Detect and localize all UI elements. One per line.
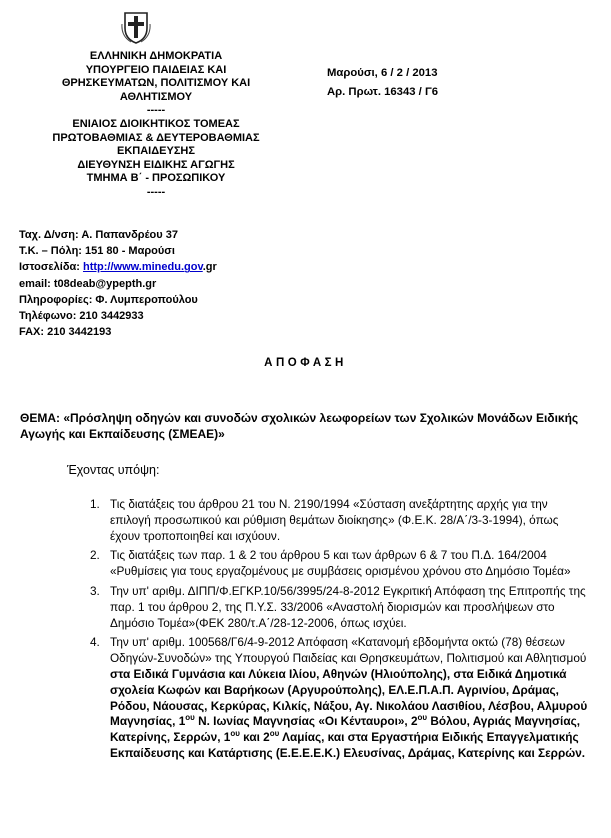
header-line: ΑΘΛΗΤΙΣΜΟΥ [119, 90, 193, 103]
info-contact: Πληροφορίες: Φ. Λυμπεροπούλου [19, 293, 198, 306]
header-line: ΕΝΙΑΙΟΣ ΔΙΟΙΚΗΤΙΚΟΣ ΤΟΜΕΑΣ [72, 117, 240, 130]
ordinal-sup: ου [185, 713, 195, 723]
item-text-bold: και 2 [239, 730, 270, 745]
item-text-bold: Λαμίας, και στα Εργαστήρια Ειδικής Επαγγελματικής Εκπαίδευσης και Κατάρτισης (Ε.Ε.Ε.Ε.Κ.) Ελευσίνας, Δράμας, Κατερίνης και Σερρών. [110, 730, 586, 760]
contact-info [19, 227, 217, 340]
header-line: ΕΛΛΗΝΙΚΗ ΔΗΜΟΚΡΑΤΙΑ [89, 50, 223, 62]
list-item [90, 548, 590, 580]
website-link[interactable]: http://www.minedu.gov [82, 261, 203, 274]
item-number: 1. [90, 497, 100, 511]
item-text: Τις διατάξεις των παρ. 1 & 2 του άρθρου 5 και των άρθρων 6 & 7 του Π.Δ. 164/2004 «Ρυθμίσεις για τους εργαζομένους με συμβάσεις ορισμένου χρόνου στο Δημόσιο Τομέα» [110, 548, 571, 579]
website-label: Ιστοσελίδα: [19, 261, 83, 274]
header-line: ΤΜΗΜΑ Β΄ - ΠΡΟΣΩΠΙΚΟΥ [86, 172, 226, 185]
subject: ΘΕΜΑ: «Πρόσληψη οδηγών και συνοδών σχολικών λεωφορείων των Σχολικών Μονάδων Ειδικής Αγωγής και Εκπαίδευσης (ΣΜΕΑΕ)» [20, 411, 579, 441]
website-suffix: .gr [202, 261, 217, 274]
email: email: t08deab@ypepth.gr [19, 277, 157, 290]
item-number: 2. [90, 548, 100, 563]
item-text: Τις διατάξεις του άρθρου 21 του Ν. 2190/1994 «Σύσταση ανεξάρτητης αρχής για την επιλογή προσωπικού και ρύθμιση θεμάτων διοίκησης» (Φ.Ε.Κ. 28/Α΄/3-3-1994), όπως έχουν τροποποιηθεί και ισχύουν. [110, 497, 559, 543]
greek-emblem-icon [121, 10, 151, 44]
item-text-bold: Ν. Ιωνίας Μαγνησίας «Οι Κένταυροι», 2 [194, 714, 418, 729]
list-item [90, 635, 590, 761]
item-text-bold: Βόλου, Αγριάς Μαγνησίας, Κατερίνης, Σερρών, 1 [110, 714, 581, 745]
header-line: ΘΡΗΣΚΕΥΜΑΤΩΝ, ΠΟΛΙΤΙΣΜΟΥ ΚΑΙ [61, 77, 251, 90]
item-number: 4. [90, 635, 100, 650]
ministry-header [40, 50, 272, 200]
header-line: ΠΡΩΤΟΒΑΘΜΙΑΣ & ΔΕΥΤΕΡΟΒΑΘΜΙΑΣ [52, 131, 260, 144]
decision-title: ΑΠΟΦΑΣΗ [264, 357, 347, 369]
header-line: ΕΚΠΑΙΔΕΥΣΗΣ [117, 145, 195, 158]
fax: FAX: 210 3442193 [19, 326, 112, 339]
phone: Τηλέφωνο: 210 3442933 [19, 310, 144, 323]
item-text: Την υπ' αριθμ. 100568/Γ6/4-9-2012 Απόφαση «Κατανομή εβδομήντα οκτώ (78) θέσεων Οδηγών-Συνοδών» της Υπουργού Παιδείας και Θρησκευμάτων, Πολιτισμού και Αθλητισμού [110, 635, 587, 666]
having-regard: Έχοντας υπόψη: [67, 463, 160, 477]
header-line: ΔΙΕΥΘΥΝΣΗ ΕΙΔΙΚΗΣ ΑΓΩΓΗΣ [77, 158, 235, 171]
item-text: Την υπ' αριθμ. ΔΙΠΠ/Φ.ΕΓΚΡ.10/56/3995/24-8-2012 Εγκριτική Απόφαση της Επιτροπής της παρ. 1 του άρθρου 2, της Π.Υ.Σ. 33/2006 «Αναστολή διορισμών και προσλήψεων στο Δημόσιο Τομέα»(ΦΕΚ 280/τ.Α΄/28-12-2006, όπως ισχύει. [110, 583, 586, 630]
protocol-number: Αρ. Πρωτ. 16343 / Γ6 [327, 86, 439, 98]
item-number: 3. [90, 583, 100, 598]
ordinal-sup: ου [269, 729, 280, 739]
postal-code: Τ.Κ. – Πόλη: 151 80 - Μαρούσι [19, 245, 175, 258]
considerations-list [90, 497, 590, 766]
header-divider: ----- [146, 185, 166, 198]
date-protocol-block [327, 64, 438, 102]
place-date: Μαρούσι, 6 / 2 / 2013 [327, 67, 438, 79]
address: Ταχ. Δ/νση: Α. Παπανδρέου 37 [19, 229, 178, 241]
ordinal-sup: ου [417, 713, 428, 723]
list-item [90, 584, 590, 631]
header-line: ΥΠΟΥΡΓΕΙΟ ΠΑΙΔΕΙΑΣ ΚΑΙ [85, 63, 227, 76]
header-divider: ----- [146, 104, 166, 117]
ordinal-sup: ου [230, 729, 240, 739]
list-item [90, 497, 590, 544]
item-text-bold: στα Ειδικά Γυμνάσια και Λύκεια Ιλίου, Αθηνών (Ηλιούπολης), στα Ειδικά Δημοτικά σχολεία Κωφών και Βαρήκοων (Αργυρούπολης), ΕΛ.Ε.Π.Α.Π. Αγρινίου, Δράμας, Ρόδου, Νάουσας, Κερκύρας, Κιλκίς, Νάξου, Αγ. Νικολάου Λασιθίου, Λέσβου, Αλμυρού Μαγνησίας, 1 [110, 666, 588, 729]
website [19, 259, 217, 275]
